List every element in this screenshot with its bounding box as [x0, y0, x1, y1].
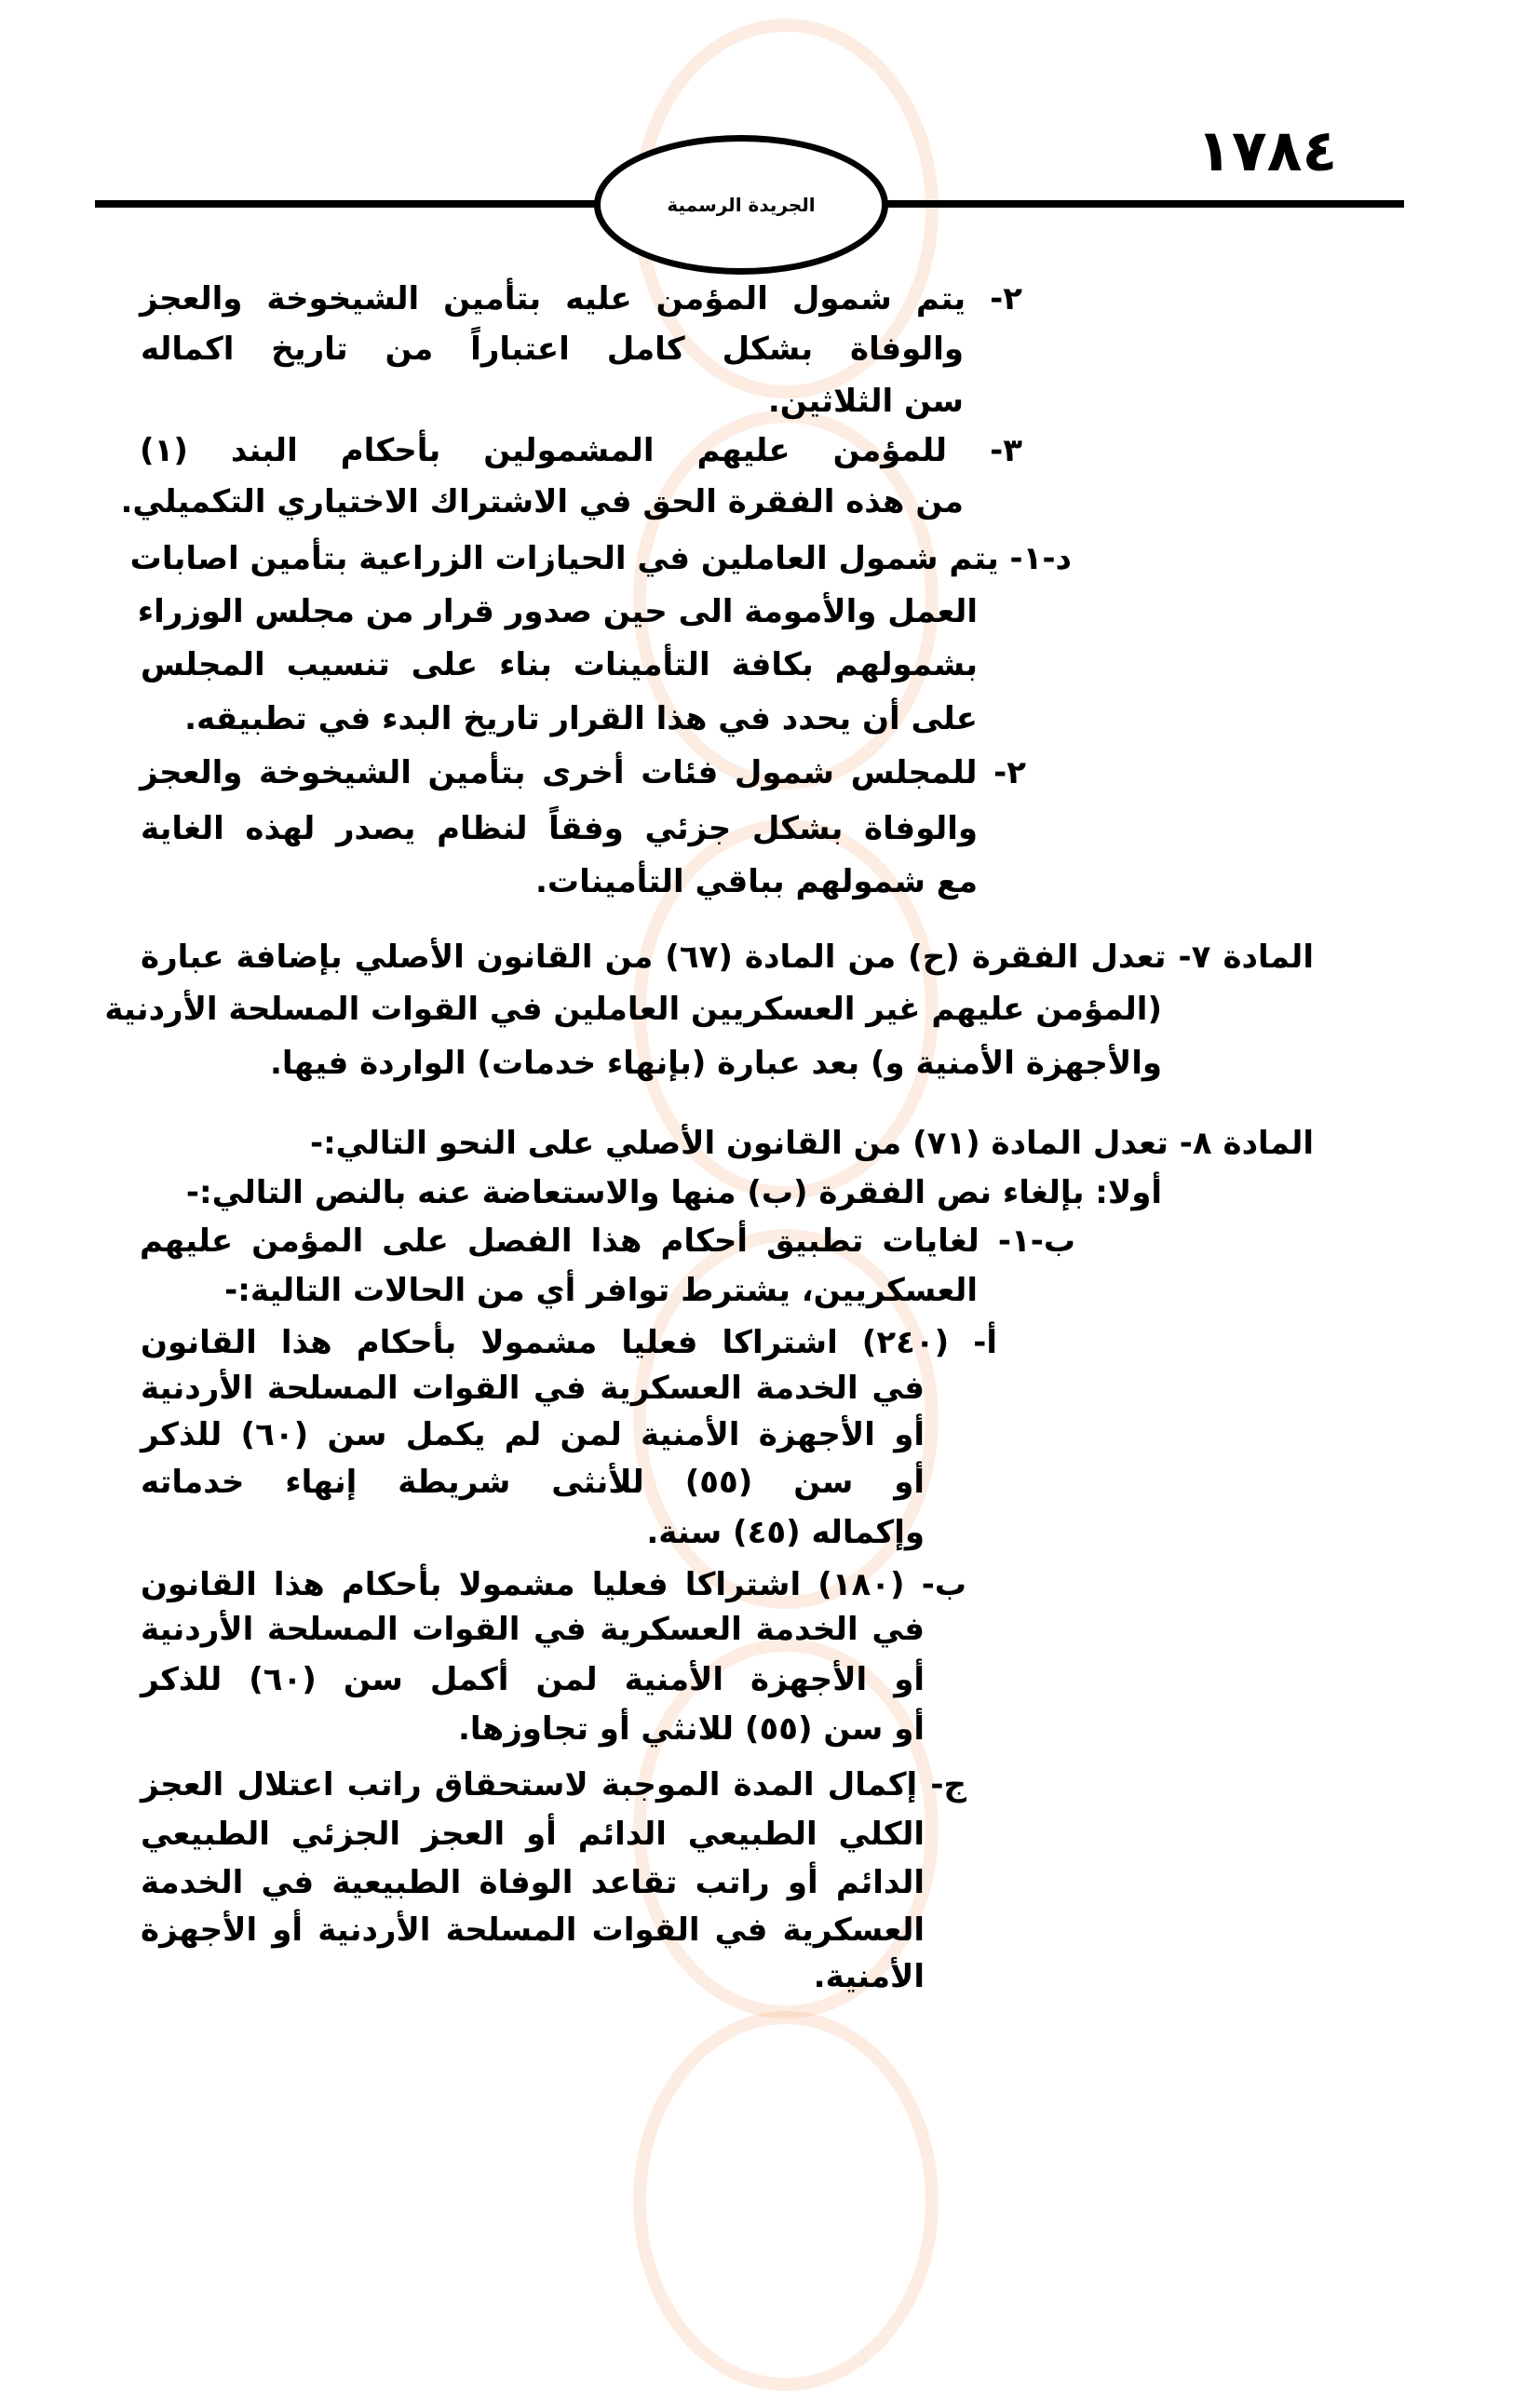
publication-title: الجريدة الرسمية	[667, 194, 816, 216]
text-line: (المؤمن عليهم غير العسكريين العاملين في القوات المسلحة الأردنية	[104, 991, 1162, 1028]
text-line: ٣- للمؤمن عليهم المشمولين بأحكام البند (١)	[140, 432, 1022, 469]
text-line: ب- (١٨٠) اشتراكا فعليا مشمولا بأحكام هذا القانون	[141, 1566, 966, 1603]
watermark-clock-icon	[633, 2011, 939, 2391]
text-line: العسكريين، يشترط توافر أي من الحالات التالية:-	[224, 1272, 978, 1309]
text-line: بشمولهم بكافة التأمينات بناء على تنسيب المجلس	[141, 646, 978, 683]
article-7-heading: المادة ٧- تعدل الفقرة (ح) من المادة (٦٧) من القانون الأصلي بإضافة عبارة	[141, 939, 1314, 976]
text-line: العسكرية في القوات المسلحة الأردنية أو الأجهزة	[141, 1911, 925, 1949]
page-number: ١٧٨٤	[1196, 116, 1338, 184]
text-line: في الخدمة العسكرية في القوات المسلحة الأردنية	[141, 1611, 925, 1648]
text-line: الدائم أو راتب تقاعد الوفاة الطبيعية في الخدمة	[141, 1864, 925, 1901]
text-line: مع شمولهم بباقي التأمينات.	[534, 863, 978, 900]
text-line: ٢- يتم شمول المؤمن عليه بتأمين الشيخوخة والعجز	[140, 280, 1022, 317]
text-line: أو سن (٥٥) للأنثى شريطة إنهاء خدماته	[141, 1464, 925, 1501]
text-line: الكلي الطبيعي الدائم أو العجز الجزئي الطبيعي	[141, 1816, 925, 1853]
text-line: أو الأجهزة الأمنية لمن أكمل سن (٦٠) للذكر	[141, 1661, 925, 1698]
text-line: ب-١- لغايات تطبيق أحكام هذا الفصل على المؤمن عليهم	[140, 1223, 1075, 1260]
text-line: أو سن (٥٥) للانثي أو تجاوزها.	[457, 1710, 925, 1748]
text-line: العمل والأمومة الى حين صدور قرار من مجلس الوزراء	[137, 593, 978, 630]
text-line: د-١- يتم شمول العاملين في الحيازات الزراعية بتأمين اصابات	[129, 540, 1072, 577]
text-line: سن الثلاثين.	[767, 383, 964, 420]
text-line: والوفاة بشكل جزئي وفقاً لنظام يصدر لهذه الغاية	[141, 810, 978, 847]
text-line: والوفاة بشكل كامل اعتباراً من تاريخ اكماله	[141, 331, 964, 368]
text-line: أ- (٢٤٠) اشتراكا فعليا مشمولا بأحكام هذا القانون	[141, 1324, 997, 1361]
text-line: ٢- للمجلس شمول فئات أخرى بتأمين الشيخوخة والعجز	[140, 754, 1026, 791]
text-line: والأجهزة الأمنية و) بعد عبارة (بإنهاء خدمات) الواردة فيها.	[269, 1045, 1162, 1082]
header-emblem	[594, 135, 888, 275]
text-line: ج- إكمال المدة الموجبة لاستحقاق راتب اعتلال العجز	[141, 1766, 966, 1803]
text-line: من هذه الفقرة الحق في الاشتراك الاختياري التكميلي.	[120, 483, 964, 520]
text-line: وإكماله (٤٥) سنة.	[646, 1514, 925, 1551]
text-line: في الخدمة العسكرية في القوات المسلحة الأردنية	[141, 1370, 925, 1407]
text-line: على أن يحدد في هذا القرار تاريخ البدء في تطبيقه.	[184, 700, 978, 737]
text-line: الأمنية.	[813, 1958, 925, 1995]
text-line: أولا: بإلغاء نص الفقرة (ب) منها والاستعاضة عنه بالنص التالي:-	[185, 1174, 1162, 1211]
text-line: أو الأجهزة الأمنية لمن لم يكمل سن (٦٠) للذكر	[141, 1416, 925, 1453]
article-8-heading: المادة ٨- تعدل المادة (٧١) من القانون الأصلي على النحو التالي:-	[309, 1125, 1314, 1162]
